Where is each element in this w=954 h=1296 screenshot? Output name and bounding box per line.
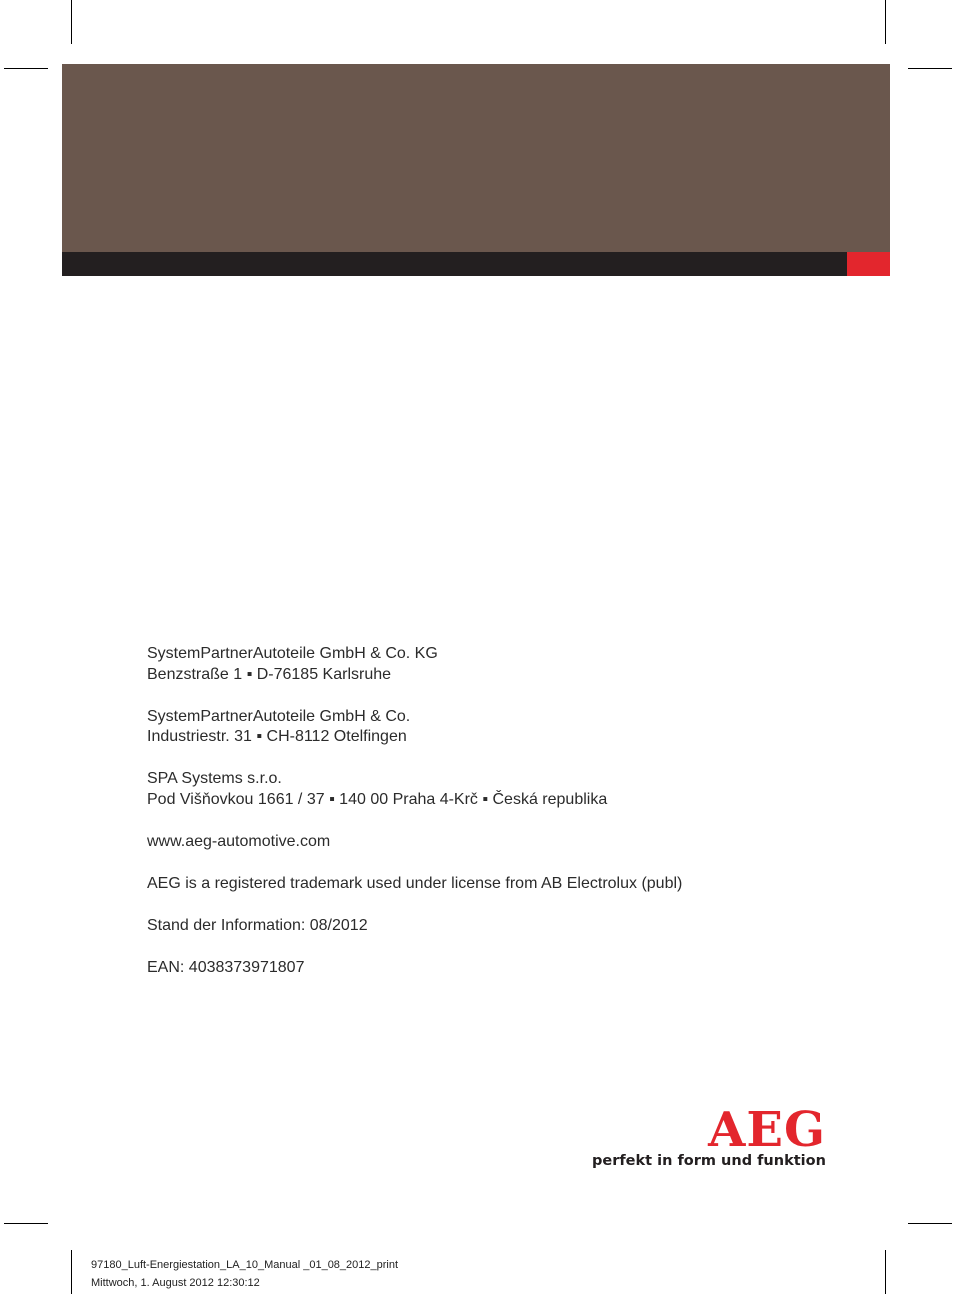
imprint-company-cz: SPA Systems s.r.o. <box>147 770 282 787</box>
imprint-website: www.aeg-automotive.com <box>147 832 331 850</box>
crop-mark-top-right-horizontal <box>908 68 952 69</box>
imprint-address-cz: Pod Višňovkou 1661 / 37 ▪ 140 00 Praha 4-Krč ▪ Česká republika <box>147 790 608 808</box>
print-timestamp: Mittwoch, 1. August 2012 12:30:12 <box>91 1277 260 1289</box>
imprint-address-ch: Industriestr. 31 ▪ CH-8112 Otelfingen <box>147 728 407 745</box>
aeg-logo-slogan: perfekt in form und funktion <box>592 1153 826 1169</box>
crop-mark-top-left-horizontal <box>4 68 48 69</box>
aeg-logo <box>590 1102 830 1176</box>
imprint-spacer <box>147 748 847 770</box>
imprint-spacer <box>147 685 847 707</box>
imprint-spacer <box>147 852 847 874</box>
header-red-accent <box>847 252 890 276</box>
print-filename: 97180_Luft-Energiestation_LA_10_Manual _01_08_2012_print <box>91 1259 399 1271</box>
crop-mark-top-right-vertical <box>885 0 886 44</box>
imprint-ean: EAN: 4038373971807 <box>147 958 305 976</box>
imprint-company-ch: SystemPartnerAutoteile GmbH & Co. <box>147 707 411 725</box>
imprint-spacer <box>147 810 847 832</box>
crop-mark-top-left-vertical <box>71 0 72 44</box>
imprint-company-de: SystemPartnerAutoteile GmbH & Co. KG <box>147 645 438 662</box>
crop-mark-bottom-left-vertical <box>71 1250 72 1294</box>
imprint-block <box>147 644 847 978</box>
crop-mark-bottom-right-vertical <box>885 1250 886 1294</box>
print-slug <box>91 1256 398 1292</box>
crop-mark-bottom-left-horizontal <box>4 1223 48 1224</box>
crop-mark-bottom-right-horizontal <box>908 1223 952 1224</box>
imprint-trademark: AEG is a registered trademark used under license from AB Electrolux (publ) <box>147 874 683 892</box>
header-dark-stripe <box>62 252 847 276</box>
aeg-logo-wordmark: AEG <box>708 1102 826 1158</box>
imprint-spacer <box>147 936 847 958</box>
imprint-info-date: Stand der Information: 08/2012 <box>147 916 368 934</box>
header-brown-band <box>62 64 890 252</box>
imprint-address-de: Benzstraße 1 ▪ D-76185 Karlsruhe <box>147 665 392 683</box>
imprint-spacer <box>147 894 847 916</box>
